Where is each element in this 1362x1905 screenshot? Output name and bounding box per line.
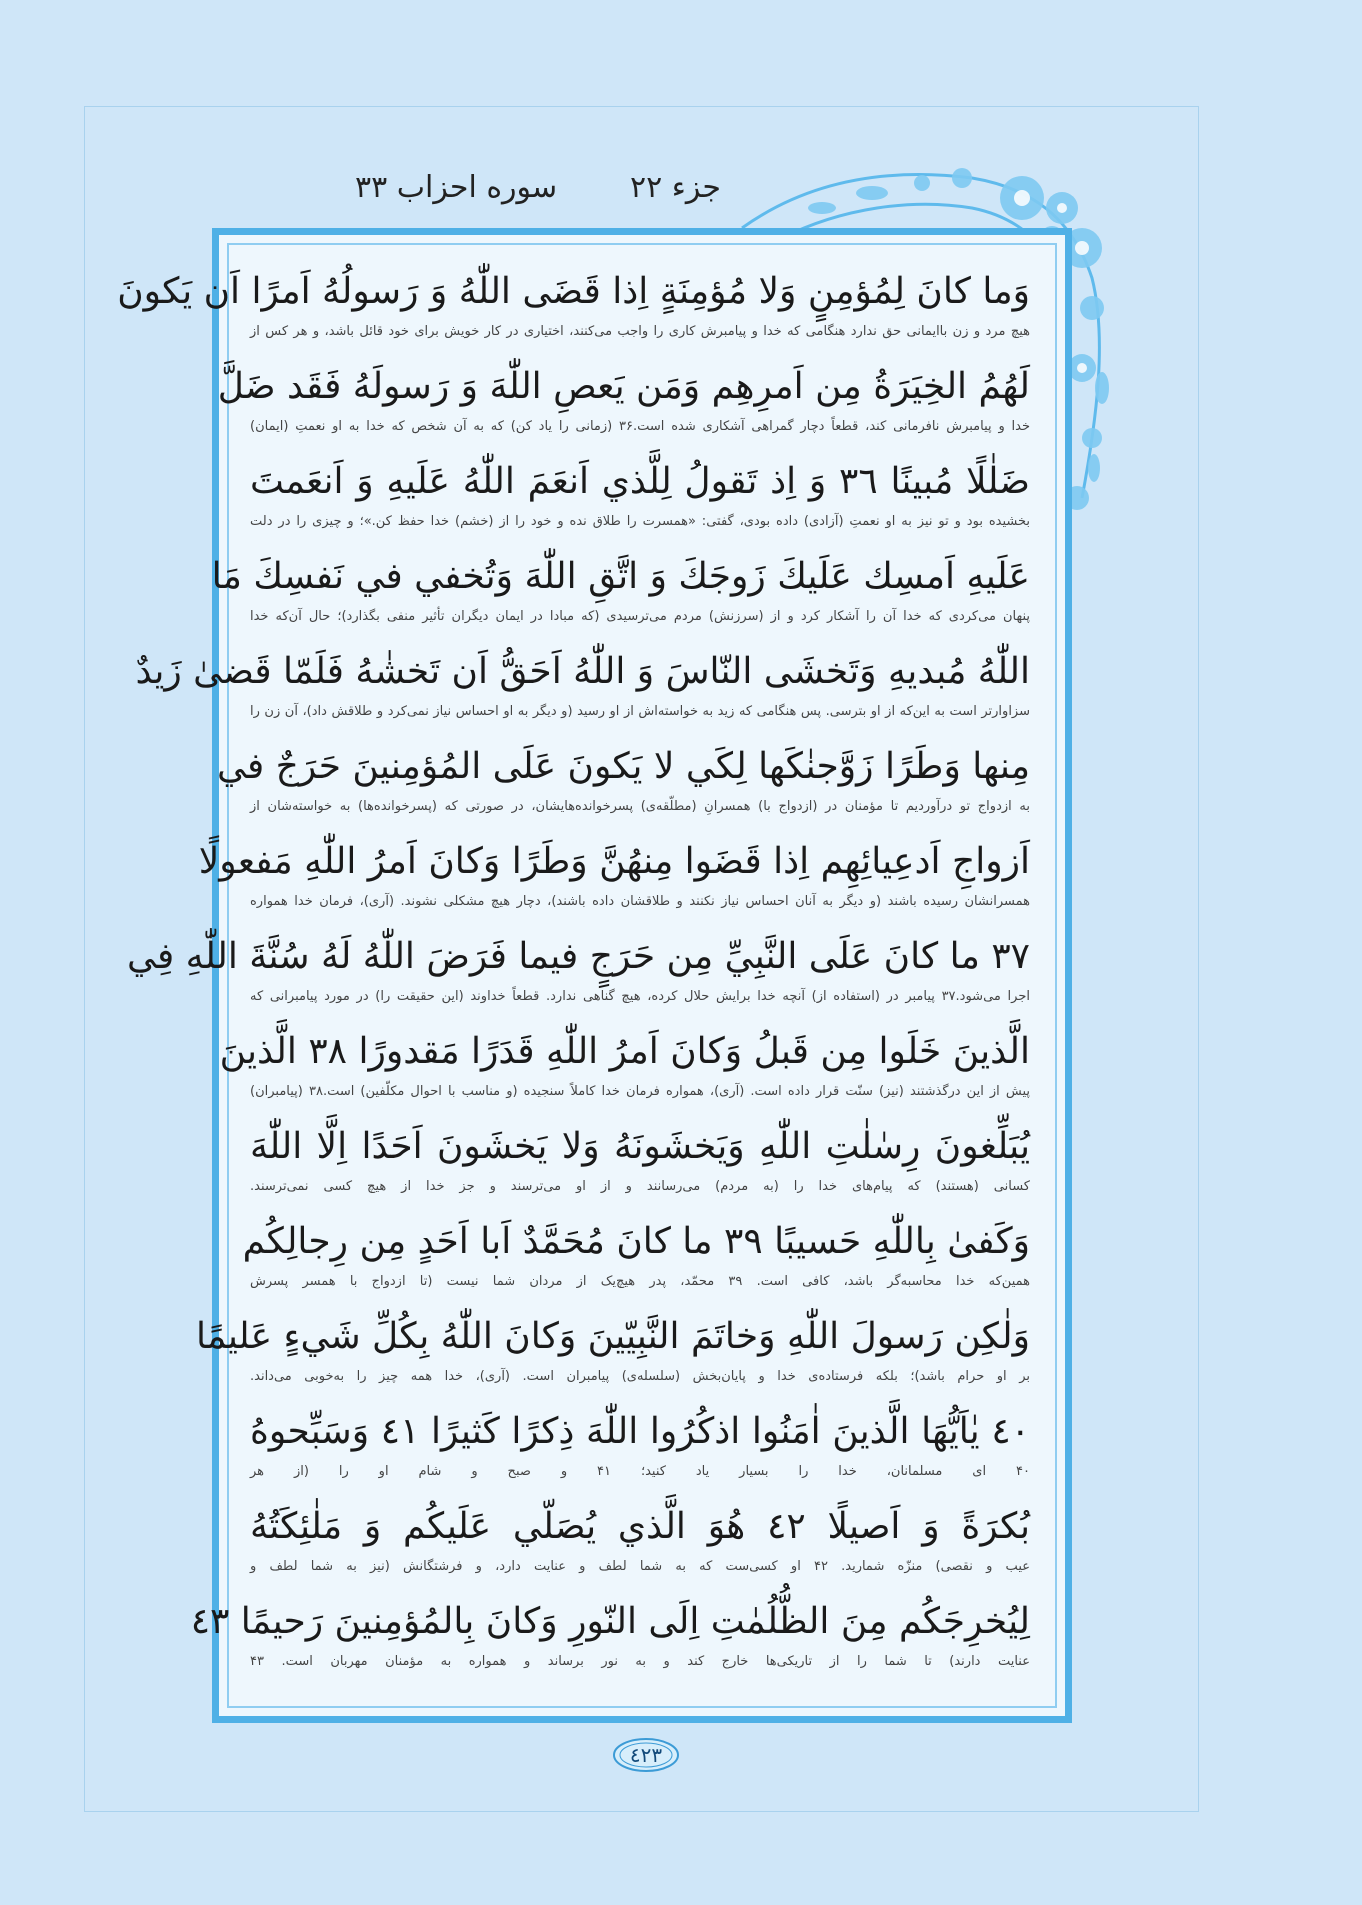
translation-text: اجرا می‌شود.۳۷ پیامبر در (استفاده از) آنچه خدا برایش حلال کرده، هیچ گناهی ندارد. قطعاً خداوند (این حقیقت را) در مورد پیامبرانی که (250, 989, 1030, 1004)
arabic-text: مِنها وَطَرًا زَوَّجنٰكَها لِكَي لا يَكونَ عَلَى المُؤمِنينَ حَرَجٌ في (216, 746, 1030, 787)
arabic-text: وَلٰكِن رَسولَ اللّٰهِ وَخاتَمَ النَّبِيّينَ وَكانَ اللّٰهُ بِكُلِّ شَيءٍ عَليمًا (196, 1316, 1030, 1357)
arabic-text: عَلَيهِ اَمسِك عَلَيكَ زَوجَكَ وَ اتَّقِ اللّٰهَ وَتُخفي في نَفسِكَ مَا (211, 556, 1030, 597)
translation-text: ۴۰ ای مسلمانان، خدا را بسیار یاد کنید؛ ۴۱ و صبح و شام او را (از هر (250, 1464, 1030, 1479)
verse-line (250, 1117, 1030, 1212)
arabic-text: لَهُمُ الخِيَرَةُ مِن اَمرِهِم وَمَن يَعصِ اللّٰهَ وَ رَسولَهُ فَقَد ضَلَّ (217, 366, 1030, 407)
arabic-text: وَما كانَ لِمُؤمِنٍ وَلا مُؤمِنَةٍ اِذا قَضَى اللّٰهُ وَ رَسولُهُ اَمرًا اَن يَكونَ (117, 271, 1030, 312)
verse-line (135, 642, 1030, 737)
translation-text: همسرانشان رسیده باشند (و دیگر به آنان احساس نیاز نکنند و طلاقشان داده باشند)، دچار هیچ مشکلی نشوند. (آری)، فرمان خدا همواره (250, 894, 1030, 909)
translation-text: پیش از این درگذشتند (نیز) سنّت قرار داده است. (آری)، همواره فرمان خدا کاملاً سنجیده (و مناسب با احوال مکلّفین) است.۳۸ (پیامبران) (250, 1084, 1030, 1099)
arabic-text: بُكرَةً وَ اَصيلًا ٤٢ هُوَ الَّذي يُصَلّي عَلَيكُم وَ مَلٰئِكَتُهُ (250, 1506, 1030, 1547)
verse-line (250, 1402, 1030, 1497)
page-number-badge (610, 1735, 682, 1775)
translation-text: کسانی (هستند) که پیام‌های خدا را (به مردم) می‌رسانند و از او می‌ترسند و جز خدا از هیچ کسی نمی‌ترسند. (250, 1179, 1030, 1194)
translation-text: عیب و نقصی) منزّه شمارید. ۴۲ او کسی‌ست که به شما لطف و عنایت دارد، و فرشتگانش (نیز به شما لطف و (250, 1559, 1030, 1574)
verse-line (196, 1307, 1030, 1402)
juz-title: جزء ٢٢ (630, 170, 721, 205)
arabic-text: يُبَلِّغونَ رِسٰلٰتِ اللّٰهِ وَيَخشَونَهُ وَلا يَخشَونَ اَحَدًا اِلَّا اللّٰهَ (250, 1126, 1030, 1167)
page-number: ٤٢٣ (629, 1743, 663, 1767)
surah-title: سوره احزاب ٣٣ (355, 170, 558, 205)
translation-text: پنهان می‌کردی که خدا آن را آشکار کرد و از (سرزنش) مردم می‌ترسیدی (که مبادا در ایمان دیگران تأثیر منفی بگذارد)؛ حال آن‌که خدا (250, 609, 1030, 624)
arabic-text: ضَلٰلًا مُبينًا ٣٦ وَ اِذ تَقولُ لِلَّذي اَنعَمَ اللّٰهُ عَلَيهِ وَ اَنعَمتَ (250, 461, 1031, 502)
arabic-text: ٤٠ يٰاَيُّهَا الَّذينَ اٰمَنُوا اذكُرُوا اللّٰهَ ذِكرًا كَثيرًا ٤١ وَسَبِّحوهُ (250, 1411, 1030, 1452)
verse-line (250, 452, 1030, 547)
translation-text: سزاوارتر است به این‌که از او بترسی. پس هنگامی که زید به خواسته‌اش از او رسید (و دیگر به او احساس نیاز نمی‌کرد و طلاقش داد)، آن زن را (250, 704, 1030, 719)
verse-line (219, 1022, 1030, 1117)
verse-line (211, 547, 1030, 642)
verse-line (126, 927, 1030, 1022)
arabic-text: وَكَفىٰ بِاللّٰهِ حَسيبًا ٣٩ ما كانَ مُحَمَّدٌ اَبا اَحَدٍ مِن رِجالِكُم (242, 1221, 1030, 1262)
arabic-text: اَزواجِ اَدعِيائِهِم اِذا قَضَوا مِنهُنَّ وَطَرًا وَكانَ اَمرُ اللّٰهِ مَفعولًا (198, 841, 1030, 882)
arabic-text: ٣٧ ما كانَ عَلَى النَّبِيِّ مِن حَرَجٍ فيما فَرَضَ اللّٰهُ لَهُ سُنَّةَ اللّٰهِ فِي (126, 936, 1030, 977)
translation-text: بر او حرام باشد)؛ بلکه فرستاده‌ی خدا و پایان‌بخش (سلسله‌ی) پیامبران است. (آری)، خدا همه‌ چیز را به‌خوبی می‌داند. (250, 1369, 1030, 1384)
translation-text: عنایت دارند) تا شما را از تاریکی‌ها خارج کند و به نور برساند و همواره به مؤمنان مهربان است. ۴۳ (250, 1654, 1030, 1669)
verse-line (250, 1497, 1030, 1592)
arabic-text: اللّٰهُ مُبديهِ وَتَخشَى النّاسَ وَ اللّٰهُ اَحَقُّ اَن تَخشٰهُ فَلَمّا قَضىٰ زَيدٌ (135, 651, 1030, 692)
verse-line (242, 1212, 1030, 1307)
translation-text: بخشیده بود و تو نیز به او نعمتِ (آزادی) داده بودی، گفتی: «همسرت را طلاق نده و خود را از (خشم) خدا حفظ کن.»؛ و چیزی را در دلت (250, 514, 1030, 529)
verse-line (190, 1592, 1030, 1687)
translation-text: خدا و پیامبرش نافرمانی کند، قطعاً دچار گمراهی آشکاری شده است.۳۶ (زمانی را یاد کن) که به آن شخص که خدا به او نعمتِ (ایمان) (250, 419, 1030, 434)
translation-text: هیچ مرد و زن باایمانی حق ندارد هنگامی که خدا و پیامبرش کاری را واجب می‌کنند، اختیاری در کار خویش برای خود قائل باشد، و هر کس از (250, 324, 1030, 339)
verse-line (198, 832, 1030, 927)
verses-container (117, 262, 1031, 1687)
arabic-text: لِيُخرِجَكُم مِنَ الظُّلُمٰتِ اِلَى النّورِ وَكانَ بِالمُؤمِنينَ رَحيمًا ٤٣ (190, 1601, 1030, 1642)
translation-text: به ازدواج تو درآوردیم تا مؤمنان در (ازدواج با) همسرانِ (مطلّقه‌ی) پسرخوانده‌هایشان، در صورتی که (پسرخوانده‌ها) به خواسته‌شان از (250, 799, 1030, 814)
verse-line (117, 262, 1030, 357)
arabic-text: الَّذينَ خَلَوا مِن قَبلُ وَكانَ اَمرُ اللّٰهِ قَدَرًا مَقدورًا ٣٨ الَّذينَ (219, 1031, 1030, 1072)
verse-line (216, 737, 1030, 832)
verse-line (217, 357, 1030, 452)
translation-text: همین‌که خدا محاسبه‌گر باشد، کافی است. ۳۹ محمّد، پدر هیچ‌یک از مردان شما نیست (تا ازدواج با همسر پسرش (250, 1274, 1030, 1289)
